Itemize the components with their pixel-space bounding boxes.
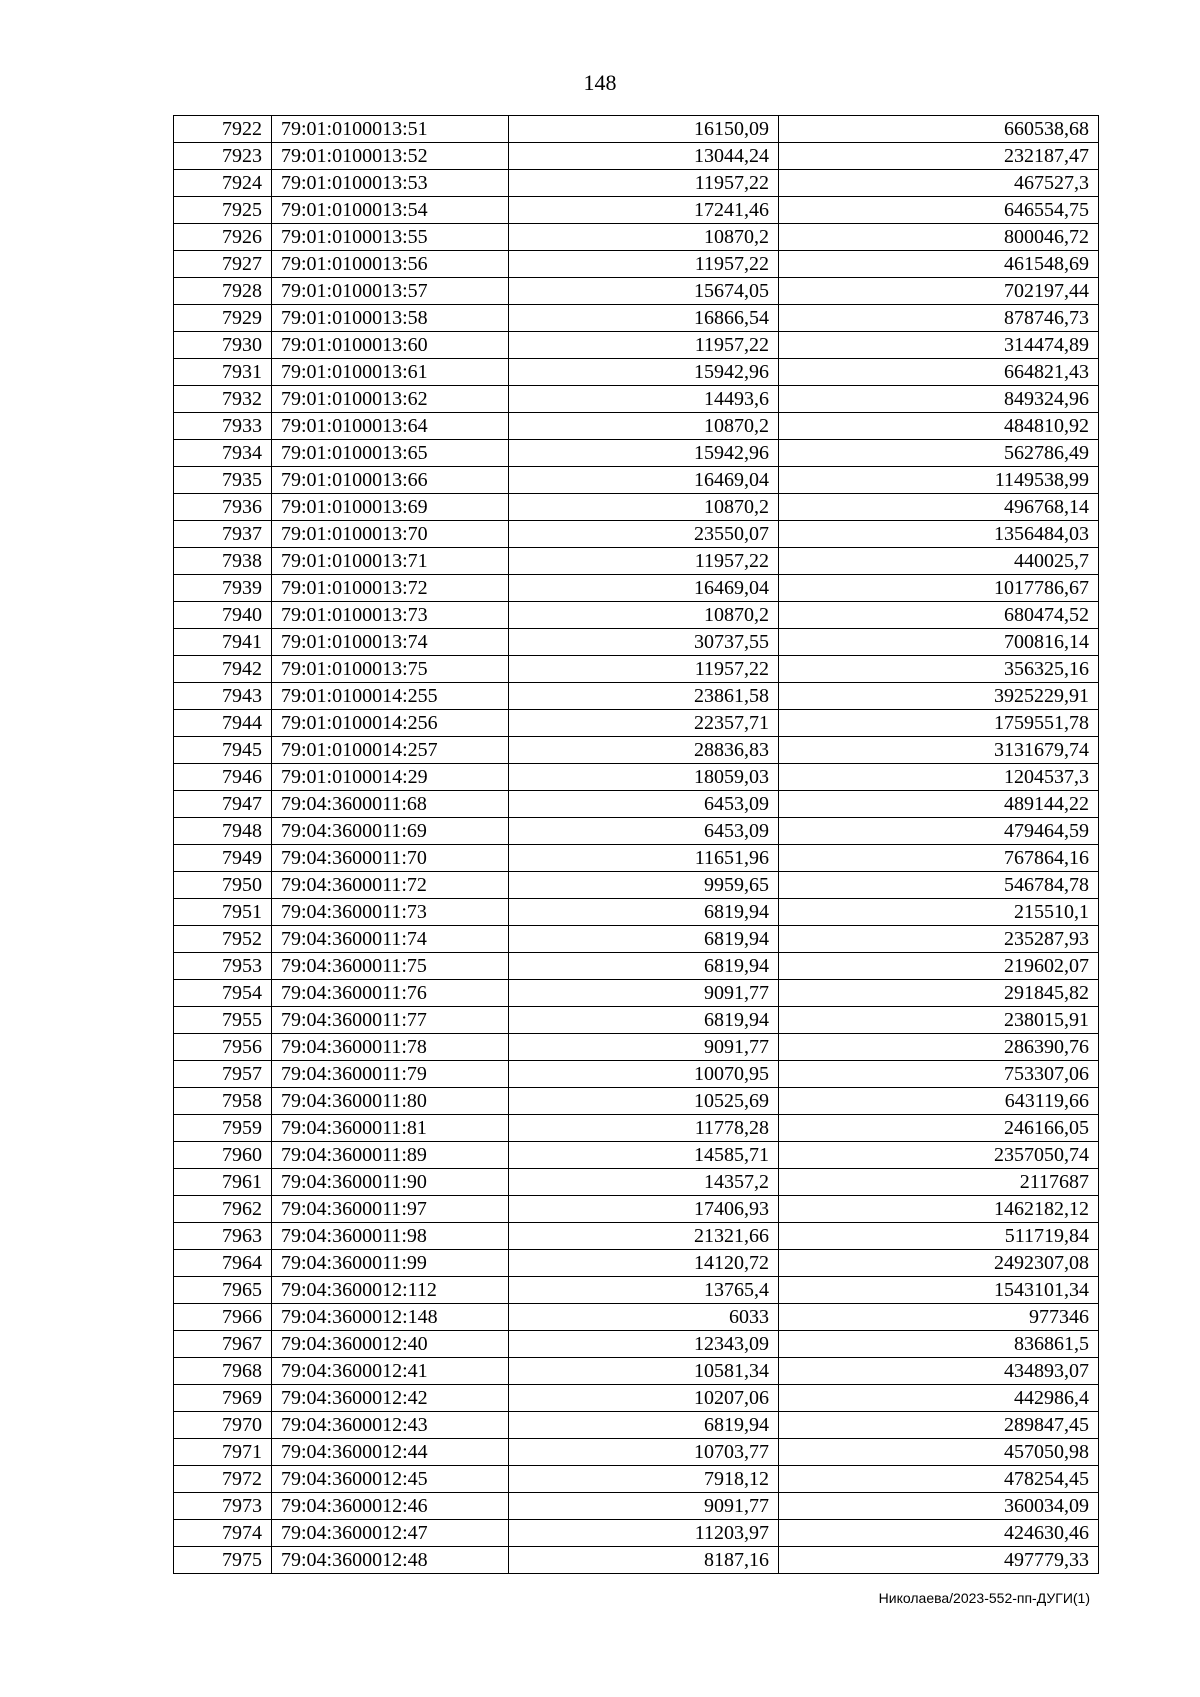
- value-a-cell: 11957,22: [509, 332, 779, 359]
- value-b-cell: 1204537,3: [779, 764, 1099, 791]
- value-b-cell: 836861,5: [779, 1331, 1099, 1358]
- cadastral-number-cell: 79:04:3600012:44: [272, 1439, 509, 1466]
- value-b-cell: 1356484,03: [779, 521, 1099, 548]
- value-b-cell: 238015,91: [779, 1007, 1099, 1034]
- cadastral-number-cell: 79:04:3600012:46: [272, 1493, 509, 1520]
- value-a-cell: 15674,05: [509, 278, 779, 305]
- value-a-cell: 10870,2: [509, 224, 779, 251]
- value-a-cell: 6819,94: [509, 1412, 779, 1439]
- value-b-cell: 424630,46: [779, 1520, 1099, 1547]
- value-b-cell: 497779,33: [779, 1547, 1099, 1574]
- table-row: [174, 1088, 1099, 1115]
- cadastral-number-cell: 79:04:3600011:76: [272, 980, 509, 1007]
- table-row: [174, 791, 1099, 818]
- value-b-cell: 680474,52: [779, 602, 1099, 629]
- value-a-cell: 17241,46: [509, 197, 779, 224]
- value-b-cell: 1462182,12: [779, 1196, 1099, 1223]
- value-b-cell: 440025,7: [779, 548, 1099, 575]
- row-number-cell: 7949: [174, 845, 272, 872]
- cadastral-number-cell: 79:01:0100013:72: [272, 575, 509, 602]
- table-row: [174, 1115, 1099, 1142]
- row-number-cell: 7969: [174, 1385, 272, 1412]
- cadastral-number-cell: 79:04:3600012:41: [272, 1358, 509, 1385]
- row-number-cell: 7936: [174, 494, 272, 521]
- row-number-cell: 7944: [174, 710, 272, 737]
- value-a-cell: 16150,09: [509, 116, 779, 143]
- value-b-cell: 434893,07: [779, 1358, 1099, 1385]
- value-b-cell: 461548,69: [779, 251, 1099, 278]
- value-b-cell: 246166,05: [779, 1115, 1099, 1142]
- value-a-cell: 10581,34: [509, 1358, 779, 1385]
- value-a-cell: 14120,72: [509, 1250, 779, 1277]
- table-row: [174, 251, 1099, 278]
- table-row: [174, 1304, 1099, 1331]
- cadastral-number-cell: 79:01:0100013:53: [272, 170, 509, 197]
- cadastral-number-cell: 79:04:3600011:68: [272, 791, 509, 818]
- cadastral-number-cell: 79:04:3600011:70: [272, 845, 509, 872]
- row-number-cell: 7967: [174, 1331, 272, 1358]
- row-number-cell: 7961: [174, 1169, 272, 1196]
- value-b-cell: 646554,75: [779, 197, 1099, 224]
- value-a-cell: 12343,09: [509, 1331, 779, 1358]
- cadastral-number-cell: 79:04:3600011:90: [272, 1169, 509, 1196]
- cadastral-number-cell: 79:04:3600011:99: [272, 1250, 509, 1277]
- table-row: [174, 1547, 1099, 1574]
- value-b-cell: 286390,76: [779, 1034, 1099, 1061]
- row-number-cell: 7945: [174, 737, 272, 764]
- value-a-cell: 8187,16: [509, 1547, 779, 1574]
- value-a-cell: 6453,09: [509, 791, 779, 818]
- row-number-cell: 7937: [174, 521, 272, 548]
- cadastral-number-cell: 79:01:0100013:65: [272, 440, 509, 467]
- table-row: [174, 197, 1099, 224]
- row-number-cell: 7933: [174, 413, 272, 440]
- value-b-cell: 442986,4: [779, 1385, 1099, 1412]
- value-b-cell: 702197,44: [779, 278, 1099, 305]
- value-a-cell: 16866,54: [509, 305, 779, 332]
- table-row: [174, 467, 1099, 494]
- value-a-cell: 9091,77: [509, 1493, 779, 1520]
- value-b-cell: 1017786,67: [779, 575, 1099, 602]
- value-b-cell: 2357050,74: [779, 1142, 1099, 1169]
- value-a-cell: 14585,71: [509, 1142, 779, 1169]
- row-number-cell: 7941: [174, 629, 272, 656]
- table-row: [174, 1277, 1099, 1304]
- row-number-cell: 7948: [174, 818, 272, 845]
- row-number-cell: 7929: [174, 305, 272, 332]
- row-number-cell: 7968: [174, 1358, 272, 1385]
- row-number-cell: 7973: [174, 1493, 272, 1520]
- row-number-cell: 7956: [174, 1034, 272, 1061]
- value-a-cell: 23550,07: [509, 521, 779, 548]
- cadastral-number-cell: 79:04:3600012:112: [272, 1277, 509, 1304]
- cadastral-number-cell: 79:01:0100013:62: [272, 386, 509, 413]
- cadastral-number-cell: 79:01:0100014:257: [272, 737, 509, 764]
- cadastral-number-cell: 79:01:0100013:74: [272, 629, 509, 656]
- row-number-cell: 7932: [174, 386, 272, 413]
- document-footer: Николаева/2023-552-пп-ДУГИ(1): [878, 1590, 1090, 1606]
- row-number-cell: 7930: [174, 332, 272, 359]
- value-b-cell: 878746,73: [779, 305, 1099, 332]
- cadastral-number-cell: 79:04:3600012:148: [272, 1304, 509, 1331]
- cadastral-number-cell: 79:04:3600011:89: [272, 1142, 509, 1169]
- value-a-cell: 10070,95: [509, 1061, 779, 1088]
- value-b-cell: 643119,66: [779, 1088, 1099, 1115]
- row-number-cell: 7958: [174, 1088, 272, 1115]
- row-number-cell: 7931: [174, 359, 272, 386]
- row-number-cell: 7953: [174, 953, 272, 980]
- value-a-cell: 11957,22: [509, 548, 779, 575]
- value-a-cell: 10870,2: [509, 494, 779, 521]
- cadastral-number-cell: 79:04:3600011:77: [272, 1007, 509, 1034]
- value-b-cell: 2117687: [779, 1169, 1099, 1196]
- cadastral-number-cell: 79:01:0100013:69: [272, 494, 509, 521]
- value-a-cell: 15942,96: [509, 440, 779, 467]
- cadastral-number-cell: 79:04:3600011:74: [272, 926, 509, 953]
- value-b-cell: 489144,22: [779, 791, 1099, 818]
- row-number-cell: 7928: [174, 278, 272, 305]
- cadastral-number-cell: 79:01:0100013:54: [272, 197, 509, 224]
- value-b-cell: 215510,1: [779, 899, 1099, 926]
- value-b-cell: 767864,16: [779, 845, 1099, 872]
- table-row: [174, 224, 1099, 251]
- table-row: [174, 818, 1099, 845]
- row-number-cell: 7954: [174, 980, 272, 1007]
- value-b-cell: 484810,92: [779, 413, 1099, 440]
- row-number-cell: 7970: [174, 1412, 272, 1439]
- table-row: [174, 170, 1099, 197]
- table-row: [174, 845, 1099, 872]
- table-row: [174, 332, 1099, 359]
- row-number-cell: 7965: [174, 1277, 272, 1304]
- row-number-cell: 7960: [174, 1142, 272, 1169]
- cadastral-number-cell: 79:04:3600012:43: [272, 1412, 509, 1439]
- value-b-cell: 977346: [779, 1304, 1099, 1331]
- row-number-cell: 7927: [174, 251, 272, 278]
- row-number-cell: 7963: [174, 1223, 272, 1250]
- row-number-cell: 7964: [174, 1250, 272, 1277]
- table-row: [174, 521, 1099, 548]
- value-b-cell: 3131679,74: [779, 737, 1099, 764]
- table-row: [174, 764, 1099, 791]
- value-b-cell: 800046,72: [779, 224, 1099, 251]
- value-b-cell: 291845,82: [779, 980, 1099, 1007]
- table-row: [174, 926, 1099, 953]
- table-row: [174, 1223, 1099, 1250]
- table-row: [174, 1169, 1099, 1196]
- cadastral-number-cell: 79:04:3600011:69: [272, 818, 509, 845]
- cadastral-number-cell: 79:01:0100013:64: [272, 413, 509, 440]
- value-a-cell: 10870,2: [509, 413, 779, 440]
- row-number-cell: 7922: [174, 116, 272, 143]
- table-row: [174, 1412, 1099, 1439]
- row-number-cell: 7959: [174, 1115, 272, 1142]
- value-a-cell: 6819,94: [509, 899, 779, 926]
- cadastral-number-cell: 79:01:0100013:75: [272, 656, 509, 683]
- cadastral-number-cell: 79:01:0100014:255: [272, 683, 509, 710]
- row-number-cell: 7942: [174, 656, 272, 683]
- value-a-cell: 10207,06: [509, 1385, 779, 1412]
- value-a-cell: 13765,4: [509, 1277, 779, 1304]
- cadastral-number-cell: 79:04:3600011:72: [272, 872, 509, 899]
- table-row: [174, 899, 1099, 926]
- cadastral-number-cell: 79:04:3600011:75: [272, 953, 509, 980]
- table-row: [174, 1385, 1099, 1412]
- value-a-cell: 6819,94: [509, 1007, 779, 1034]
- value-a-cell: 6819,94: [509, 926, 779, 953]
- value-b-cell: 356325,16: [779, 656, 1099, 683]
- table-row: [174, 602, 1099, 629]
- value-b-cell: 235287,93: [779, 926, 1099, 953]
- value-a-cell: 10703,77: [509, 1439, 779, 1466]
- value-b-cell: 496768,14: [779, 494, 1099, 521]
- table-row: [174, 683, 1099, 710]
- cadastral-number-cell: 79:01:0100013:52: [272, 143, 509, 170]
- value-b-cell: 314474,89: [779, 332, 1099, 359]
- cadastral-number-cell: 79:01:0100013:61: [272, 359, 509, 386]
- value-a-cell: 6819,94: [509, 953, 779, 980]
- row-number-cell: 7924: [174, 170, 272, 197]
- value-a-cell: 9091,77: [509, 980, 779, 1007]
- row-number-cell: 7943: [174, 683, 272, 710]
- cadastral-number-cell: 79:01:0100014:256: [272, 710, 509, 737]
- cadastral-number-cell: 79:01:0100013:51: [272, 116, 509, 143]
- table-row: [174, 1250, 1099, 1277]
- value-b-cell: 232187,47: [779, 143, 1099, 170]
- cadastral-number-cell: 79:01:0100013:66: [272, 467, 509, 494]
- cadastral-number-cell: 79:04:3600011:80: [272, 1088, 509, 1115]
- value-a-cell: 6453,09: [509, 818, 779, 845]
- value-a-cell: 11203,97: [509, 1520, 779, 1547]
- table-row: [174, 980, 1099, 1007]
- value-b-cell: 479464,59: [779, 818, 1099, 845]
- table-row: [174, 359, 1099, 386]
- value-b-cell: 219602,07: [779, 953, 1099, 980]
- value-b-cell: 2492307,08: [779, 1250, 1099, 1277]
- value-a-cell: 14357,2: [509, 1169, 779, 1196]
- value-b-cell: 546784,78: [779, 872, 1099, 899]
- value-b-cell: 700816,14: [779, 629, 1099, 656]
- cadastral-number-cell: 79:04:3600012:47: [272, 1520, 509, 1547]
- value-a-cell: 16469,04: [509, 575, 779, 602]
- table-row: [174, 1196, 1099, 1223]
- table-row: [174, 575, 1099, 602]
- table-row: [174, 413, 1099, 440]
- value-a-cell: 16469,04: [509, 467, 779, 494]
- row-number-cell: 7962: [174, 1196, 272, 1223]
- row-number-cell: 7947: [174, 791, 272, 818]
- value-a-cell: 28836,83: [509, 737, 779, 764]
- value-a-cell: 11957,22: [509, 170, 779, 197]
- cadastral-table: [173, 115, 1099, 1574]
- value-a-cell: 13044,24: [509, 143, 779, 170]
- row-number-cell: 7946: [174, 764, 272, 791]
- table-body: [174, 116, 1099, 1574]
- cadastral-number-cell: 79:01:0100013:60: [272, 332, 509, 359]
- value-a-cell: 18059,03: [509, 764, 779, 791]
- value-b-cell: 457050,98: [779, 1439, 1099, 1466]
- row-number-cell: 7966: [174, 1304, 272, 1331]
- cadastral-number-cell: 79:04:3600012:45: [272, 1466, 509, 1493]
- table-row: [174, 953, 1099, 980]
- value-b-cell: 1149538,99: [779, 467, 1099, 494]
- value-a-cell: 11778,28: [509, 1115, 779, 1142]
- value-a-cell: 9959,65: [509, 872, 779, 899]
- value-a-cell: 6033: [509, 1304, 779, 1331]
- cadastral-number-cell: 79:01:0100013:70: [272, 521, 509, 548]
- row-number-cell: 7951: [174, 899, 272, 926]
- value-a-cell: 17406,93: [509, 1196, 779, 1223]
- cadastral-number-cell: 79:04:3600012:40: [272, 1331, 509, 1358]
- table-row: [174, 548, 1099, 575]
- row-number-cell: 7971: [174, 1439, 272, 1466]
- cadastral-number-cell: 79:01:0100013:71: [272, 548, 509, 575]
- page-number: 148: [583, 70, 617, 95]
- value-a-cell: 30737,55: [509, 629, 779, 656]
- value-b-cell: 3925229,91: [779, 683, 1099, 710]
- table-row: [174, 872, 1099, 899]
- value-b-cell: 753307,06: [779, 1061, 1099, 1088]
- value-b-cell: 849324,96: [779, 386, 1099, 413]
- value-a-cell: 10870,2: [509, 602, 779, 629]
- table-row: [174, 737, 1099, 764]
- cadastral-number-cell: 79:04:3600011:73: [272, 899, 509, 926]
- row-number-cell: 7923: [174, 143, 272, 170]
- row-number-cell: 7939: [174, 575, 272, 602]
- row-number-cell: 7925: [174, 197, 272, 224]
- table-row: [174, 1331, 1099, 1358]
- table-row: [174, 143, 1099, 170]
- value-b-cell: 360034,09: [779, 1493, 1099, 1520]
- value-a-cell: 15942,96: [509, 359, 779, 386]
- cadastral-number-cell: 79:04:3600011:78: [272, 1034, 509, 1061]
- value-a-cell: 14493,6: [509, 386, 779, 413]
- value-a-cell: 7918,12: [509, 1466, 779, 1493]
- value-a-cell: 10525,69: [509, 1088, 779, 1115]
- value-a-cell: 21321,66: [509, 1223, 779, 1250]
- table-row: [174, 656, 1099, 683]
- row-number-cell: 7957: [174, 1061, 272, 1088]
- row-number-cell: 7938: [174, 548, 272, 575]
- value-a-cell: 11651,96: [509, 845, 779, 872]
- table-row: [174, 1520, 1099, 1547]
- value-b-cell: 664821,43: [779, 359, 1099, 386]
- cadastral-number-cell: 79:04:3600011:97: [272, 1196, 509, 1223]
- cadastral-number-cell: 79:04:3600011:81: [272, 1115, 509, 1142]
- value-b-cell: 478254,45: [779, 1466, 1099, 1493]
- cadastral-number-cell: 79:01:0100013:55: [272, 224, 509, 251]
- table-row: [174, 278, 1099, 305]
- value-b-cell: 467527,3: [779, 170, 1099, 197]
- value-b-cell: 289847,45: [779, 1412, 1099, 1439]
- cadastral-number-cell: 79:01:0100013:73: [272, 602, 509, 629]
- row-number-cell: 7975: [174, 1547, 272, 1574]
- cadastral-number-cell: 79:04:3600012:42: [272, 1385, 509, 1412]
- row-number-cell: 7974: [174, 1520, 272, 1547]
- value-b-cell: 511719,84: [779, 1223, 1099, 1250]
- value-a-cell: 11957,22: [509, 656, 779, 683]
- table-row: [174, 1358, 1099, 1385]
- row-number-cell: 7935: [174, 467, 272, 494]
- value-a-cell: 22357,71: [509, 710, 779, 737]
- table-row: [174, 1142, 1099, 1169]
- table-row: [174, 386, 1099, 413]
- row-number-cell: 7952: [174, 926, 272, 953]
- row-number-cell: 7972: [174, 1466, 272, 1493]
- table-row: [174, 494, 1099, 521]
- table-row: [174, 1466, 1099, 1493]
- row-number-cell: 7934: [174, 440, 272, 467]
- cadastral-number-cell: 79:04:3600011:79: [272, 1061, 509, 1088]
- table-row: [174, 1493, 1099, 1520]
- value-a-cell: 11957,22: [509, 251, 779, 278]
- value-b-cell: 1759551,78: [779, 710, 1099, 737]
- table-row: [174, 1007, 1099, 1034]
- cadastral-number-cell: 79:01:0100013:58: [272, 305, 509, 332]
- table-row: [174, 710, 1099, 737]
- row-number-cell: 7926: [174, 224, 272, 251]
- cadastral-number-cell: 79:04:3600012:48: [272, 1547, 509, 1574]
- row-number-cell: 7940: [174, 602, 272, 629]
- cadastral-number-cell: 79:01:0100013:57: [272, 278, 509, 305]
- value-b-cell: 562786,49: [779, 440, 1099, 467]
- cadastral-number-cell: 79:01:0100013:56: [272, 251, 509, 278]
- row-number-cell: 7955: [174, 1007, 272, 1034]
- cadastral-number-cell: 79:04:3600011:98: [272, 1223, 509, 1250]
- table-row: [174, 440, 1099, 467]
- table-row: [174, 629, 1099, 656]
- table-row: [174, 116, 1099, 143]
- row-number-cell: 7950: [174, 872, 272, 899]
- table-row: [174, 1034, 1099, 1061]
- value-a-cell: 9091,77: [509, 1034, 779, 1061]
- table-row: [174, 1439, 1099, 1466]
- value-b-cell: 1543101,34: [779, 1277, 1099, 1304]
- table-row: [174, 305, 1099, 332]
- cadastral-number-cell: 79:01:0100014:29: [272, 764, 509, 791]
- value-b-cell: 660538,68: [779, 116, 1099, 143]
- value-a-cell: 23861,58: [509, 683, 779, 710]
- table-row: [174, 1061, 1099, 1088]
